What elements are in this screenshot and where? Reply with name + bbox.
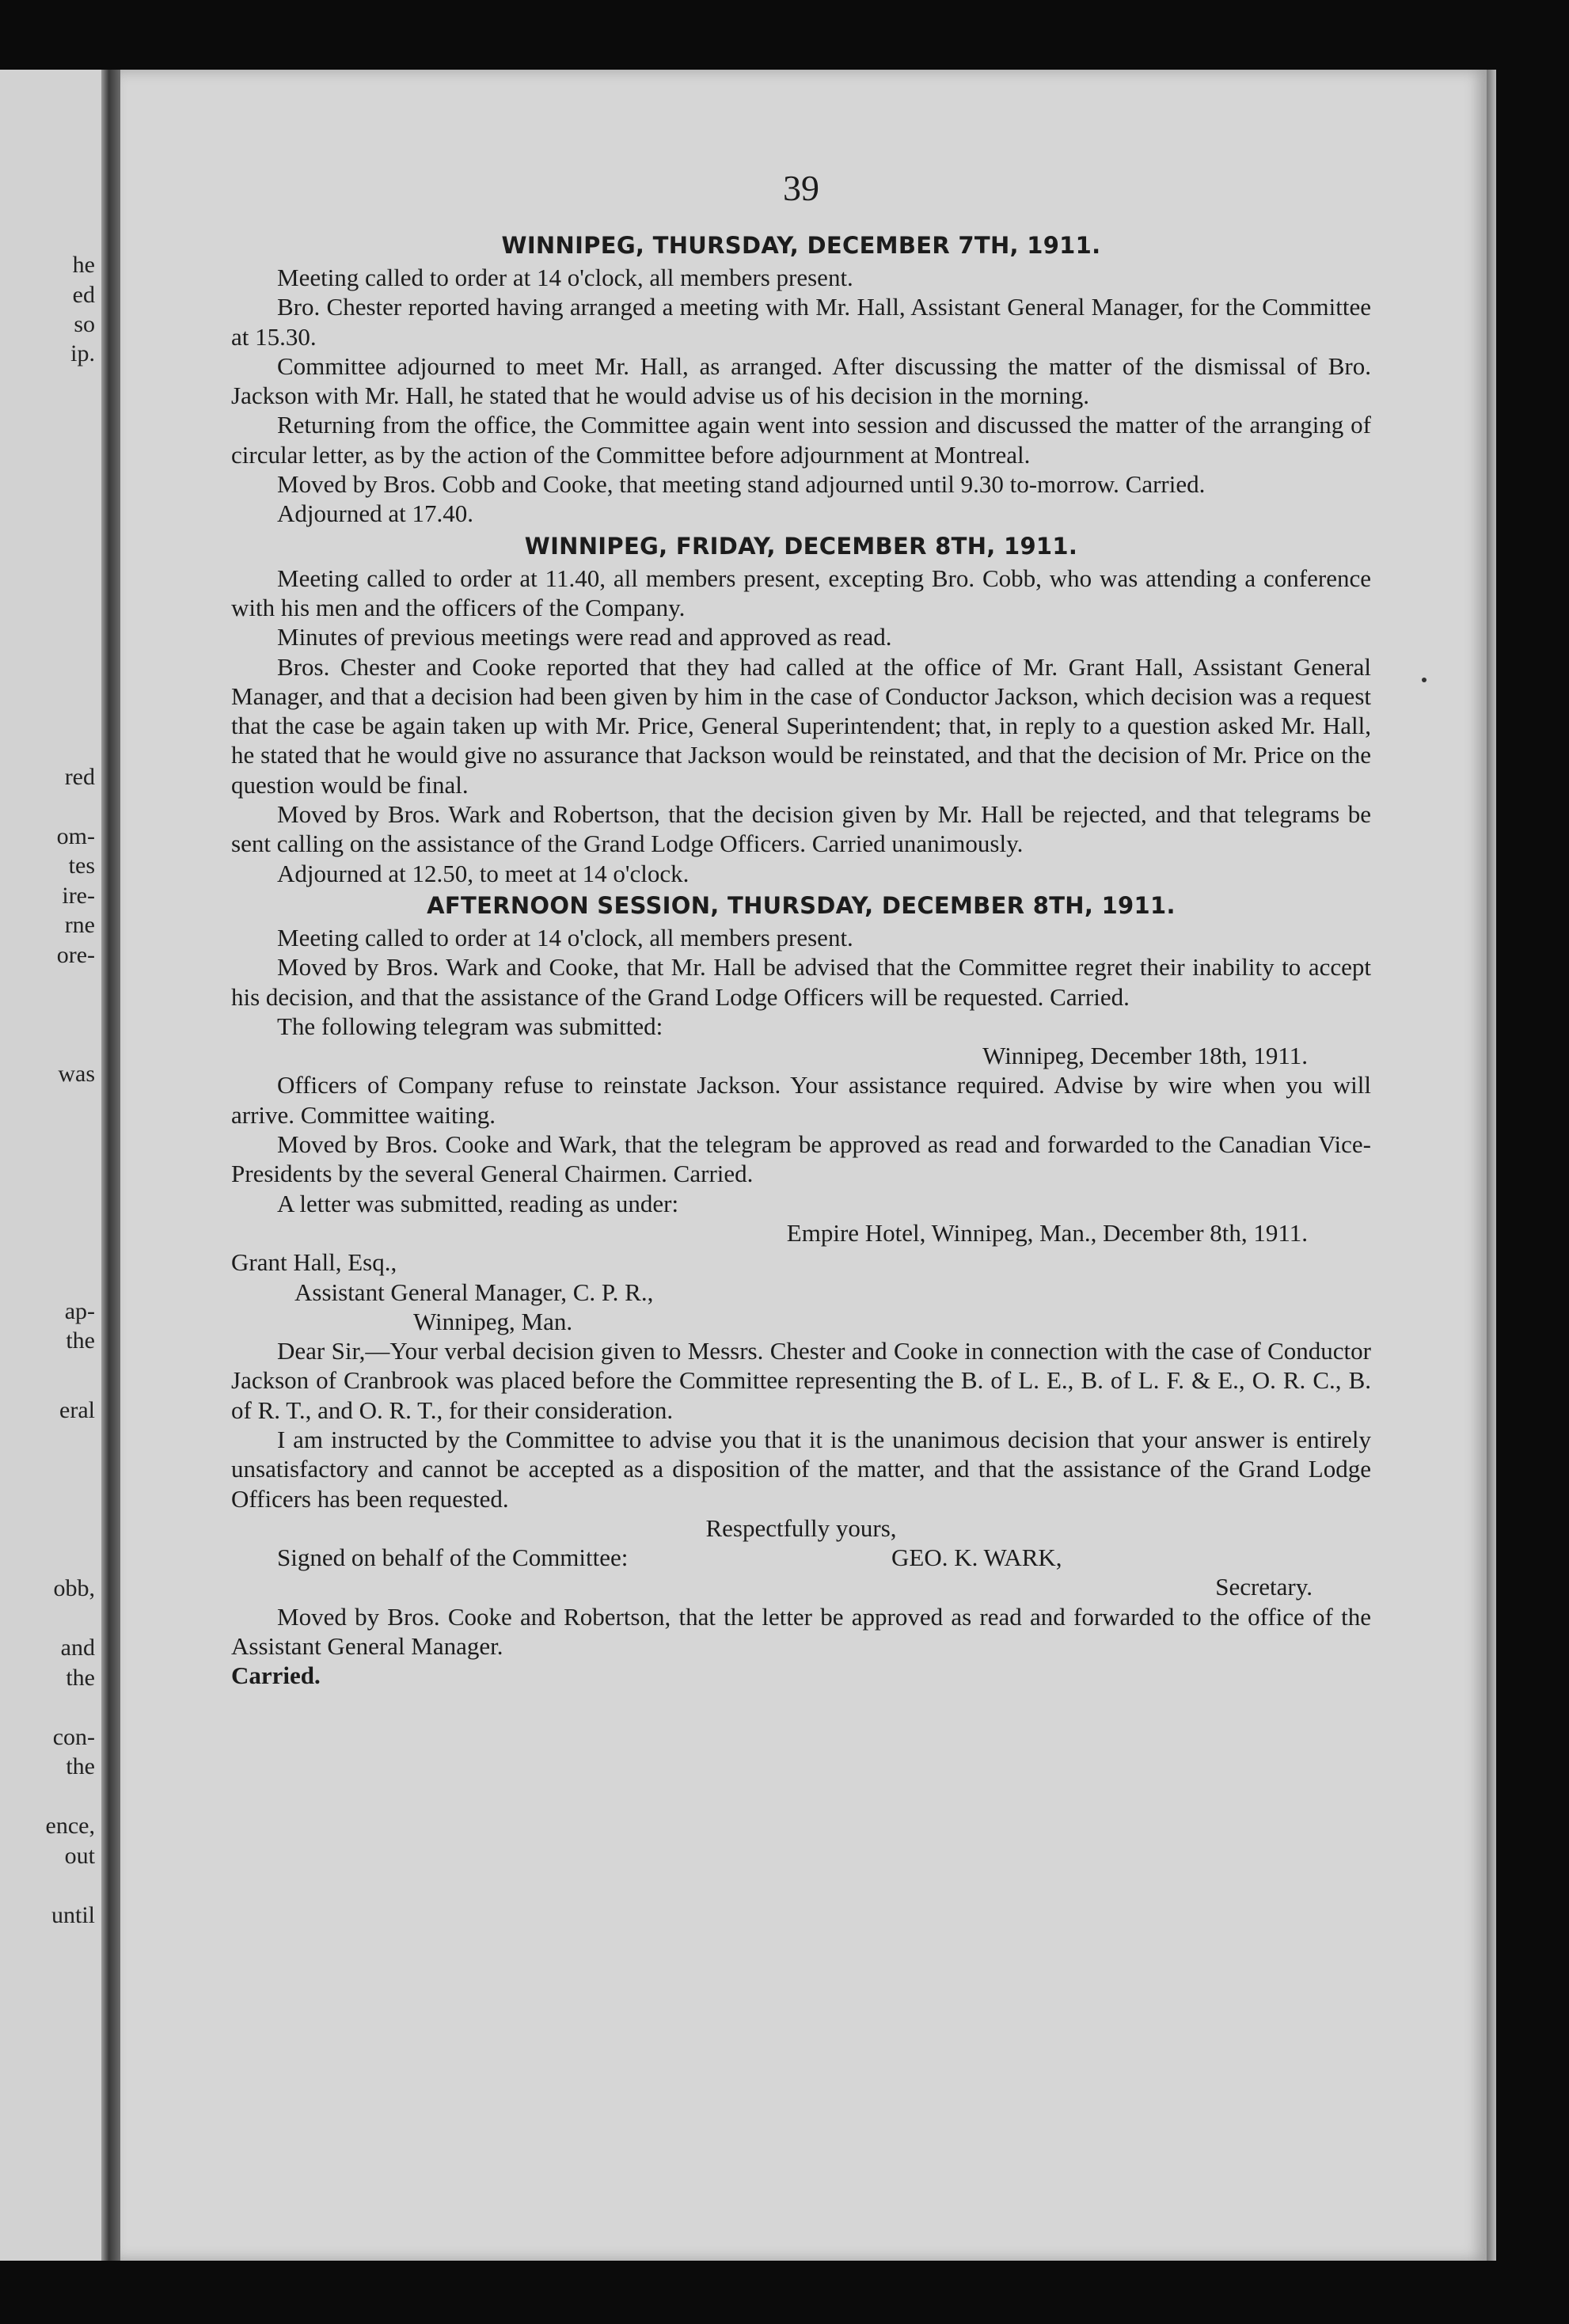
paragraph: Meeting called to order at 14 o'clock, all members present.	[277, 923, 853, 951]
paragraph: A letter was submitted, reading as under:	[277, 1189, 679, 1217]
paragraph: Meeting called to order at 11.40, all members present, excepting Bro. Cobb, who was attending a conference with his men and the officers of the Company.	[231, 564, 1371, 621]
previous-page-text-fragment: red	[64, 764, 95, 790]
previous-page-text-fragment: ip.	[70, 340, 95, 366]
previous-page-text-fragment: ence,	[45, 1813, 95, 1839]
previous-page-text-fragment: tes	[68, 853, 95, 879]
page-content	[231, 163, 1371, 1691]
letter-addressee-title: Assistant General Manager, C. P. R.,	[294, 1278, 654, 1306]
paragraph: Bro. Chester reported having arranged a meeting with Mr. Hall, Assistant General Manager, for the Committee at 15.30.	[231, 293, 1371, 351]
paragraph: Moved by Bros. Cooke and Wark, that the telegram be approved as read and forwarded to the Canadian Vice-Presidents by the several General Chairmen. Carried.	[231, 1130, 1371, 1188]
previous-page-text-fragment: rne	[64, 912, 95, 938]
paragraph: Bros. Chester and Cooke reported that they had called at the office of Mr. Grant Hall, Assistant General Manager, and that a decision had been given by him in the case of Conductor Jackson, which decision was a request that the case be again taken up with Mr. Price, General Superintendent; that, in reply to a question asked Mr. Hall, he stated that he would give no assurance that Jackson would be reinstated, and that the decision of Mr. Price on the question would be final.	[231, 652, 1371, 799]
letter-addressee-name: Grant Hall, Esq.,	[231, 1248, 397, 1277]
paragraph: Moved by Bros. Wark and Cooke, that Mr. Hall be advised that the Committee regret their inability to accept his decision, and that the assistance of the Grand Lodge Officers will be requested. Carried.	[231, 953, 1371, 1011]
paragraph: Moved by Bros. Wark and Robertson, that the decision given by Mr. Hall be rejected, and that telegrams be sent calling on the assistance of the Grand Lodge Officers. Carried unanimously.	[231, 800, 1371, 858]
previous-page-text-fragment: the	[66, 1327, 95, 1354]
paragraph: The following telegram was submitted:	[277, 1012, 663, 1040]
paragraph: Moved by Bros. Cooke and Robertson, that the letter be approved as read and forwarded to the office of the Assistant General Manager.	[231, 1602, 1371, 1661]
previous-page-text-fragment: ire-	[62, 883, 95, 909]
previous-page-text-fragment: ore-	[56, 942, 95, 968]
previous-page-text-fragment: and	[60, 1635, 95, 1661]
previous-page-text-fragment: the	[66, 1753, 95, 1779]
letter-paragraph: Dear Sir,—Your verbal decision given to Messrs. Chester and Cooke in connection with the case of Conductor Jackson of Cranbrook was placed before the Committee representing the B. of L. E., B. of L. F. & E., O. R. C., B. of R. T., and O. R. T., for their consideration.	[231, 1337, 1371, 1424]
section-heading-afternoon: AFTERNOON SESSION, THURSDAY, DECEMBER 8TH, 1911.	[427, 891, 1176, 919]
letter-dateline: Empire Hotel, Winnipeg, Man., December 8th, 1911.	[786, 1218, 1308, 1247]
previous-page-text-fragment: he	[72, 252, 95, 278]
paragraph: Adjourned at 12.50, to meet at 14 o'clock.	[277, 859, 690, 887]
page-edge	[1487, 70, 1496, 2261]
telegram-body: Officers of Company refuse to reinstate Jackson. Your assistance required. Advise by wire when you will arrive. Committee waiting.	[231, 1071, 1371, 1129]
previous-page-text-fragment: obb,	[53, 1575, 95, 1601]
telegram-dateline: Winnipeg, December 18th, 1911.	[982, 1042, 1308, 1070]
section-heading-dec7: WINNIPEG, THURSDAY, DECEMBER 7TH, 1911.	[501, 232, 1101, 259]
paragraph: Adjourned at 17.40.	[277, 499, 473, 528]
previous-page-text-fragment: so	[74, 311, 95, 337]
book-gutter	[101, 70, 120, 2261]
page	[120, 70, 1487, 2261]
previous-page-text-fragment: con-	[52, 1724, 95, 1750]
previous-page-text-fragment: ap-	[64, 1298, 95, 1324]
previous-page-text-fragment: ed	[72, 282, 95, 308]
speck	[1422, 678, 1427, 682]
letter-closing: Respectfully yours,	[705, 1513, 897, 1542]
letter-paragraph: I am instructed by the Committee to advise you that it is the unanimous decision that your answer is entirely unsatisfactory and cannot be accepted as a disposition of the matter, and that the assistance of the Grand Lodge Officers has been requested.	[231, 1425, 1371, 1513]
previous-page-text-fragment: until	[51, 1902, 95, 1928]
paragraph: Minutes of previous meetings were read and approved as read.	[277, 623, 892, 651]
previous-page-text-fragment: the	[66, 1665, 95, 1691]
previous-page-text-fragment: eral	[59, 1397, 95, 1423]
signature-label: Signed on behalf of the Committee:	[277, 1544, 629, 1572]
paragraph-carried: Carried.	[231, 1661, 321, 1690]
paragraph: Meeting called to order at 14 o'clock, all members present.	[277, 264, 853, 291]
letter-addressee-city: Winnipeg, Man.	[413, 1307, 573, 1335]
paragraph: Moved by Bros. Cobb and Cooke, that meeting stand adjourned until 9.30 to-morrow. Carried.	[277, 470, 1206, 499]
previous-page-sliver	[0, 70, 101, 2261]
signature-row	[231, 1543, 1371, 1572]
previous-page-text-fragment: was	[58, 1061, 95, 1087]
previous-page-text-fragment: out	[64, 1843, 95, 1869]
paragraph: Returning from the office, the Committee again went into session and discussed the matter of the arranging of circular letter, as by the action of the Committee before adjournment at Montreal.	[231, 411, 1371, 469]
previous-page-text-fragment: om-	[56, 823, 95, 849]
section-heading-dec8: WINNIPEG, FRIDAY, DECEMBER 8TH, 1911.	[524, 532, 1078, 560]
paragraph: Committee adjourned to meet Mr. Hall, as arranged. After discussing the matter of the dismissal of Bro. Jackson with Mr. Hall, he stated that he would advise us of his decision in the morning.	[231, 351, 1371, 410]
page-number: 39	[783, 168, 819, 208]
signer-title: Secretary.	[1215, 1573, 1313, 1601]
signer-name: GEO. K. WARK,	[891, 1544, 1062, 1572]
